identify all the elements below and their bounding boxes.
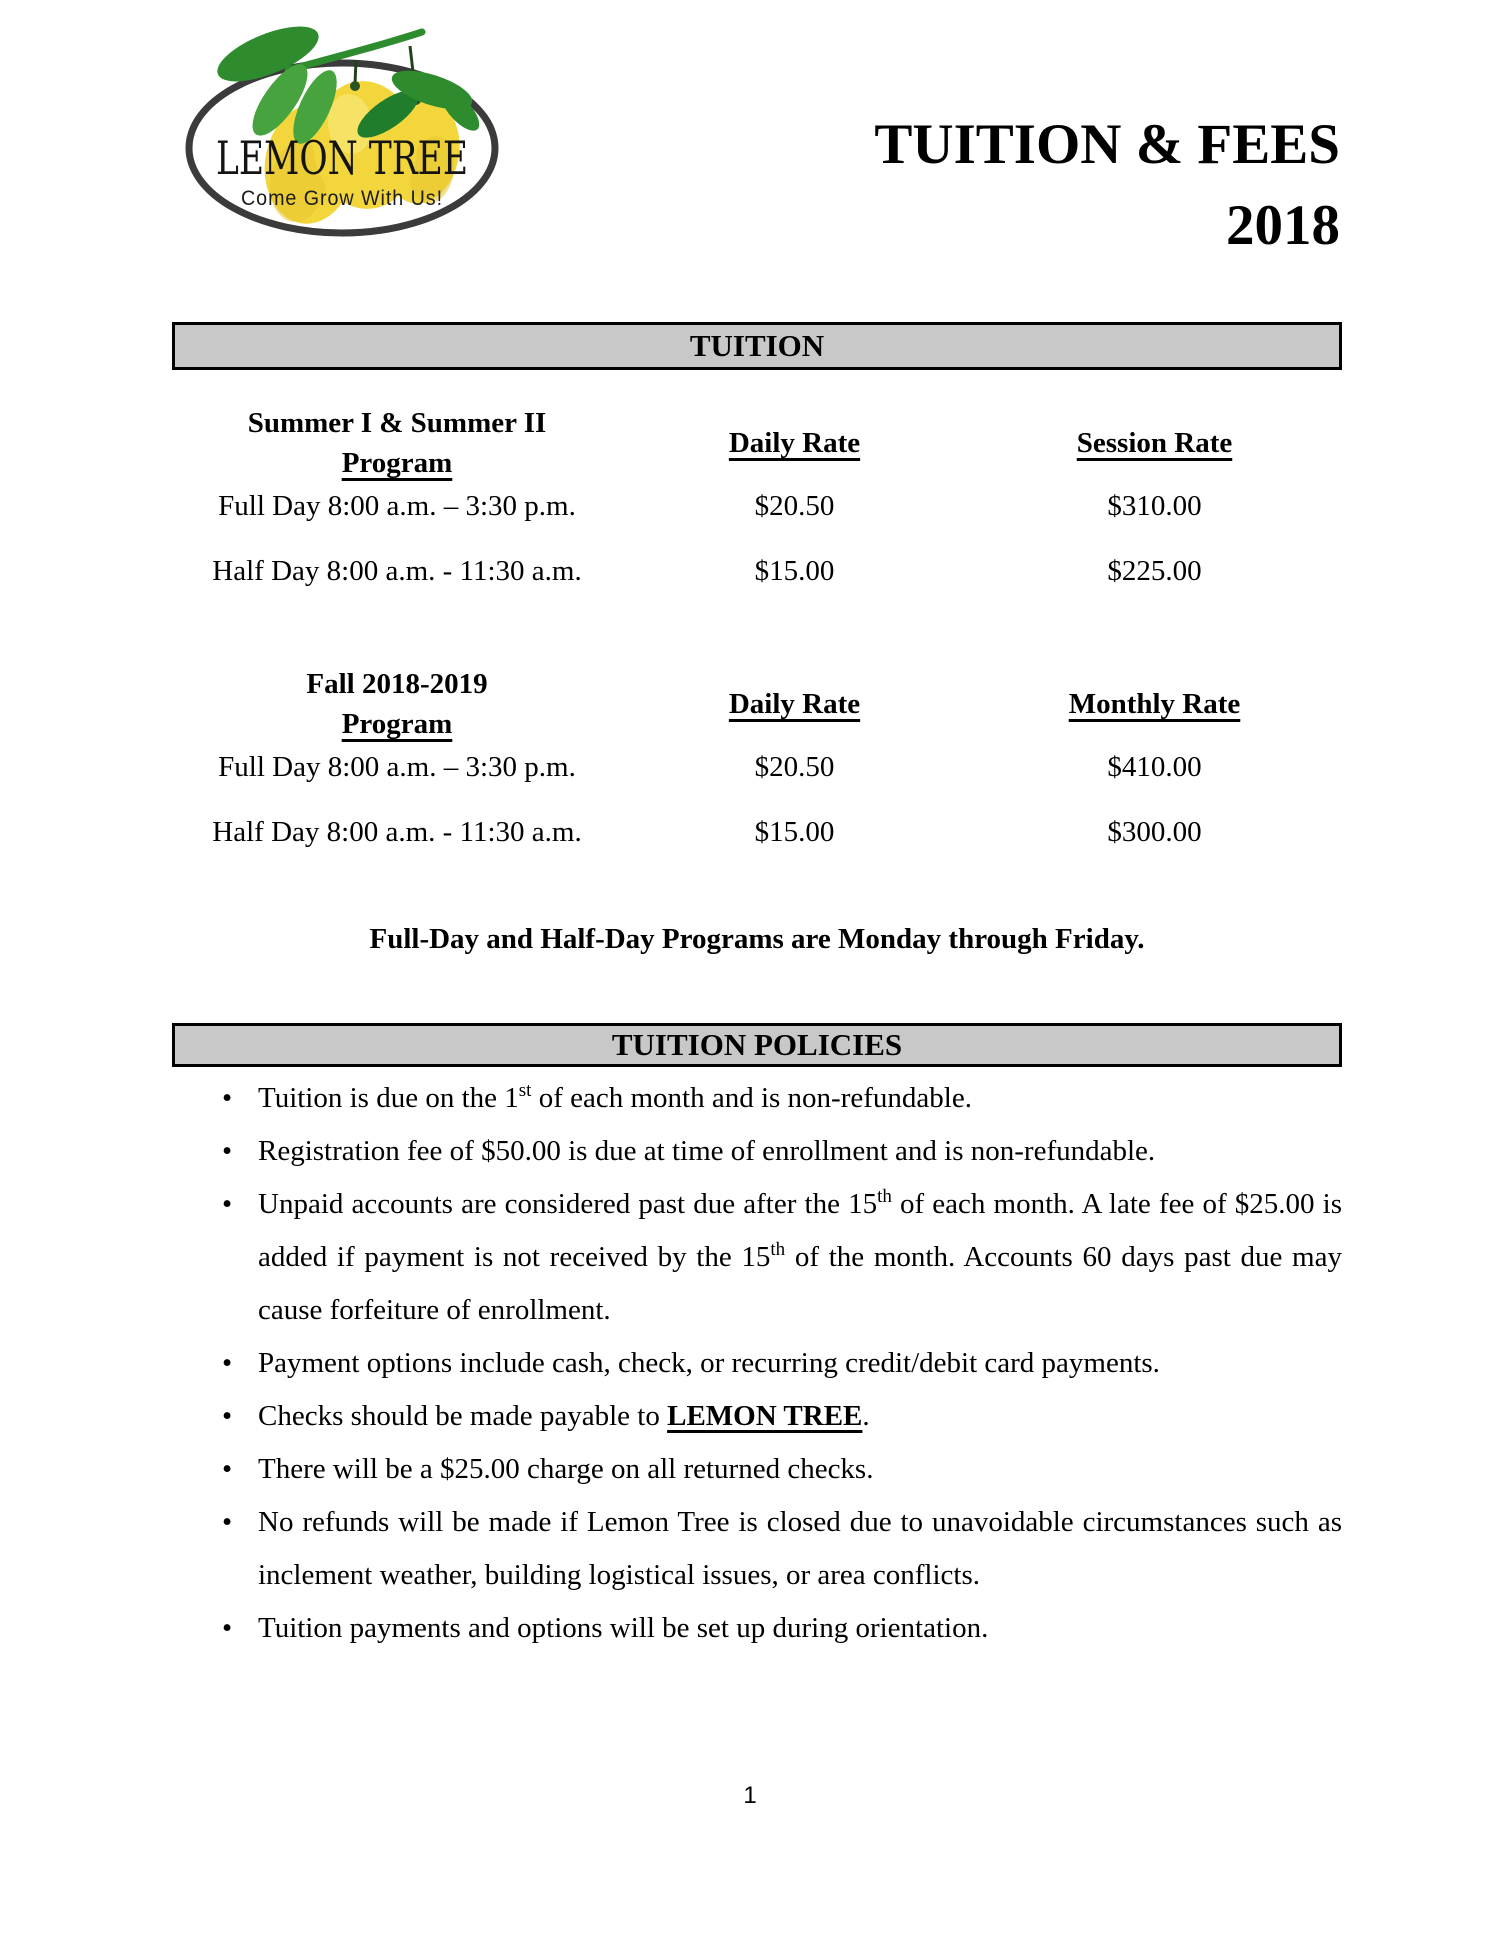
policy-bullet-item: [172, 1443, 1342, 1496]
logo-tagline: Come Grow With Us!: [241, 187, 443, 210]
policy-text: .: [862, 1400, 870, 1432]
policy-text: Registration fee of $50.00 is due at time of enrollment and is non-refundable.: [258, 1135, 1156, 1167]
policy-text: th: [770, 1239, 786, 1260]
policy-text: st: [518, 1080, 532, 1101]
tuition-bar-label: TUITION: [689, 328, 825, 363]
daily-rate-value: $15.00: [754, 555, 835, 587]
monthly-rate-value: $410.00: [1107, 751, 1202, 783]
policy-text: of the month. Accounts 60 days past due may cause forfeiture of enrollment.: [258, 1241, 1342, 1326]
lemon-tree-logo: [160, 12, 520, 247]
page-title: TUITION & FEES: [874, 113, 1340, 176]
policy-bullet-item: [172, 1337, 1342, 1390]
policy-bullet-item: [172, 1178, 1342, 1337]
logo-wordmark: LEMON TREE: [216, 131, 468, 185]
policy-bullet-item: [172, 1072, 1342, 1125]
row-label: Half Day 8:00 a.m. - 11:30 a.m.: [212, 816, 582, 848]
session-rate-value: $225.00: [1107, 555, 1202, 587]
fall-program-header: [172, 664, 622, 745]
title-block: [640, 104, 1340, 266]
session-rate-value: $310.00: [1107, 490, 1202, 522]
policy-text: Tuition is due on the 1: [258, 1082, 519, 1114]
daily-rate-value: $15.00: [754, 816, 835, 848]
policies-section-bar: [172, 1023, 1342, 1067]
lemon-tree-logo-image: [160, 12, 520, 247]
program-name: Fall 2018-2019: [306, 668, 488, 700]
policy-text: of each month. A late fee of $25.00 is added if payment is not received by the 15: [258, 1188, 1342, 1273]
page-footer: [0, 1782, 1500, 1810]
page-number: 1: [743, 1782, 757, 1809]
policy-text: Checks should be made payable to: [258, 1400, 668, 1432]
program-name: Summer I & Summer II: [247, 407, 547, 439]
schedule-note: Full-Day and Half-Day Programs are Monday through Friday.: [369, 923, 1145, 955]
daily-rate-value: $20.50: [754, 490, 835, 522]
policy-bullet-item: [172, 1496, 1342, 1602]
daily-rate-column-header: Daily Rate: [728, 427, 861, 459]
summer-program-header: [172, 403, 622, 484]
page-title-year: 2018: [1226, 194, 1340, 257]
monthly-rate-column-header: Monthly Rate: [1068, 688, 1241, 720]
policy-text: No refunds will be made if Lemon Tree is closed due to unavoidable circumstances such as inclement weather, building logistical issues, or area conflicts.: [258, 1506, 1342, 1591]
row-label: Full Day 8:00 a.m. – 3:30 p.m.: [218, 490, 576, 522]
row-label: Half Day 8:00 a.m. - 11:30 a.m.: [212, 555, 582, 587]
monthly-rate-value: $300.00: [1107, 816, 1202, 848]
policy-text: Payment options include cash, check, or recurring credit/debit card payments.: [258, 1347, 1160, 1379]
policy-bullet-item: [172, 1125, 1342, 1178]
policy-text: th: [877, 1186, 892, 1207]
program-label: Program: [341, 447, 453, 479]
policy-text: There will be a $25.00 charge on all returned checks.: [258, 1453, 874, 1485]
session-rate-column-header: Session Rate: [1076, 427, 1233, 459]
policy-bullet-item: [172, 1390, 1342, 1443]
program-label: Program: [341, 708, 453, 740]
daily-rate-value: $20.50: [754, 751, 835, 783]
policy-text: Tuition payments and options will be set up during orientation.: [258, 1612, 989, 1644]
daily-rate-column-header: Daily Rate: [728, 688, 861, 720]
leaf-upper-left: [210, 15, 325, 93]
tuition-section-bar: [172, 322, 1342, 370]
row-label: Full Day 8:00 a.m. – 3:30 p.m.: [218, 751, 576, 783]
policies-bar-label: TUITION POLICIES: [611, 1027, 903, 1062]
policy-bullet-item: [172, 1602, 1342, 1655]
policy-text: of each month and is non-refundable.: [531, 1082, 972, 1114]
fall-rate-table: [172, 664, 1342, 875]
summer-rate-table: [172, 403, 1342, 614]
spacer: [172, 954, 1342, 1023]
policy-text: Unpaid accounts are considered past due after the 15: [258, 1188, 878, 1220]
payee-name-text: LEMON TREE: [667, 1400, 863, 1432]
main-content: [172, 322, 1342, 1655]
policy-list: [172, 1072, 1342, 1655]
